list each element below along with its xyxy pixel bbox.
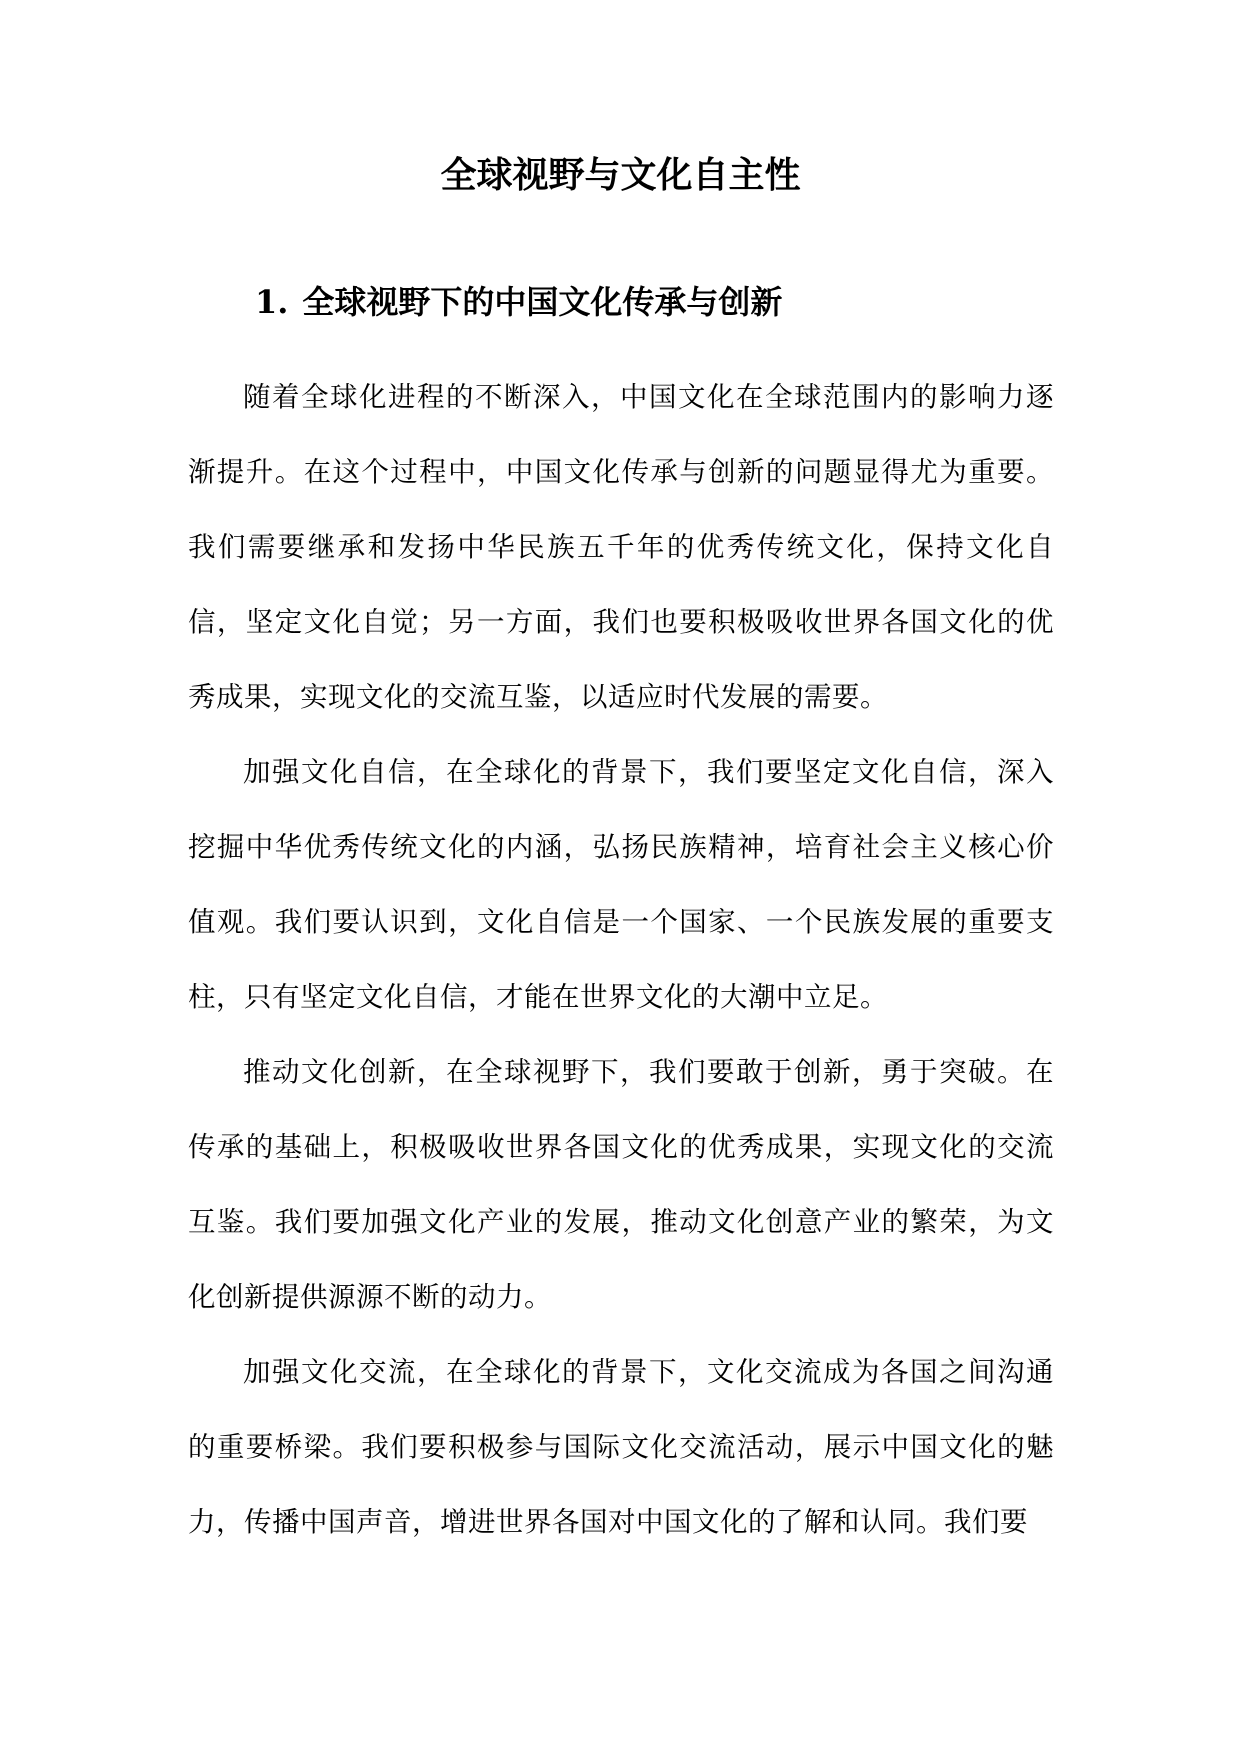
paragraph: 随着全球化进程的不断深入，中国文化在全球范围内的影响力逐渐提升。在这个过程中，中国文化传承与创新的问题显得尤为重要。我们需要继承和发扬中华民族五千年的优秀传统文化，保持文化自信，坚定文化自觉；另一方面，我们也要积极吸收世界各国文化的优秀成果，实现文化的交流互鉴，以适应时代发展的需要。 <box>188 381 1054 713</box>
paragraph: 推动文化创新，在全球视野下，我们要敢于创新，勇于突破。在传承的基础上，积极吸收世界各国文化的优秀成果，实现文化的交流互鉴。我们要加强文化产业的发展，推动文化创意产业的繁荣，为文化创新提供源源不断的动力。 <box>188 1056 1054 1313</box>
section-number: 1. <box>255 283 289 321</box>
body-text <box>188 360 1054 1560</box>
paragraph: 加强文化自信，在全球化的背景下，我们要坚定文化自信，深入挖掘中华优秀传统文化的内涵，弘扬民族精神，培育社会主义核心价值观。我们要认识到，文化自信是一个国家、一个民族发展的重要支柱，只有坚定文化自信，才能在世界文化的大潮中立足。 <box>188 756 1054 1013</box>
section-heading <box>255 280 782 324</box>
paragraph: 加强文化交流，在全球化的背景下，文化交流成为各国之间沟通的重要桥梁。我们要积极参与国际文化交流活动，展示中国文化的魅力，传播中国声音，增进世界各国对中国文化的了解和认同。我们要 <box>188 1356 1054 1538</box>
document-title: 全球视野与文化自主性 <box>440 154 801 196</box>
section-heading-text: 全球视野下的中国文化传承与创新 <box>302 283 783 321</box>
